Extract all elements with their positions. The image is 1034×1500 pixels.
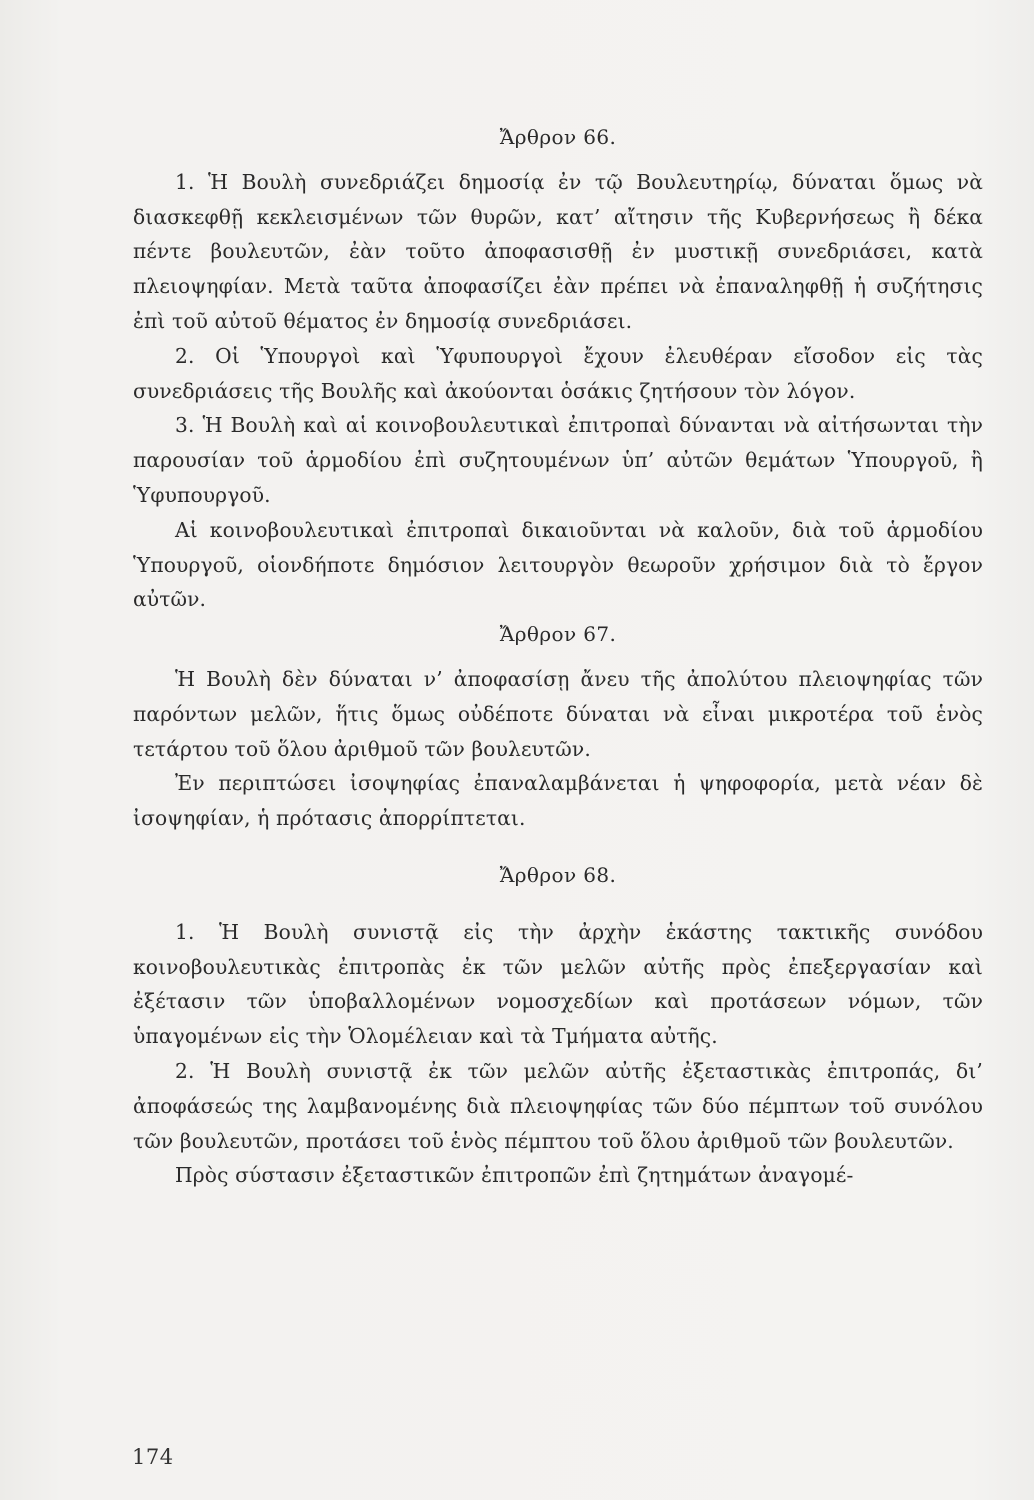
article-68-paragraph-2: 2. Ἡ Βουλὴ συνιστᾷ ἐκ τῶν μελῶν αὐτῆς ἐξεταστικὰς ἐπιτροπάς, δι’ ἀποφάσεώς της λαμβανομένης διὰ πλειοψηφίας τῶν δύο πέμπτων τοῦ συνόλου τῶν βουλευτῶν, προτάσει τοῦ ἑνὸς πέμπτου τοῦ ὅλου ἀριθμοῦ τῶν βουλευτῶν. (133, 1058, 983, 1153)
article-68-heading: Ἄρθρον 68. (499, 862, 617, 887)
article-68-paragraph-1: 1. Ἡ Βουλὴ συνιστᾷ εἰς τὴν ἀρχὴν ἑκάστης τακτικῆς συνόδου κοινοβουλευτικὰς ἐπιτροπὰς ἐκ τῶν μελῶν αὐτῆς πρὸς ἐπεξεργασίαν καὶ ἐξέτασιν τῶν ὑποβαλλομένων νομοσχεδίων καὶ προτάσεων νόμων, τῶν ὑπαγομένων εἰς τὴν Ὁλομέλειαν καὶ τὰ Τμήματα αὐτῆς. (133, 919, 983, 1049)
article-66-heading: Ἄρθρον 66. (499, 125, 617, 149)
page-body (133, 120, 983, 1193)
article-67-paragraph-2: Ἐν περιπτώσει ἰσοψηφίας ἐπαναλαμβάνεται ἡ ψηφοφορία, μετὰ νέαν δὲ ἰσοψηφίαν, ἡ πρότασις ἀπορρίπτεται. (133, 771, 983, 831)
spacer (133, 652, 983, 662)
article-66-paragraph-3: 3. Ἡ Βουλὴ καὶ αἱ κοινοβουλευτικαὶ ἐπιτροπαὶ δύνανται νὰ αἰτήσωνται τὴν παρουσίαν τοῦ ἁρμοδίου ἐπὶ συζητουμένων ὑπ’ αὐτῶν θεμάτων Ὑπουργοῦ, ἢ Ὑφυπουργοῦ. (133, 413, 983, 507)
article-67-heading: Ἄρθρον 67. (499, 622, 617, 647)
article-66-paragraph-4: Αἱ κοινοβουλευτικαὶ ἐπιτροπαὶ δικαιοῦνται νὰ καλοῦν, διὰ τοῦ ἁρμοδίου Ὑπουργοῦ, οἱονδήποτε δημόσιον λειτουργὸν θεωροῦν χρήσιμον διὰ τὸ ἔργον αὐτῶν. (133, 517, 983, 612)
page-number: 174 (132, 1445, 174, 1469)
article-66-paragraph-1: 1. Ἡ Βουλὴ συνεδριάζει δημοσίᾳ ἐν τῷ Βουλευτηρίῳ, δύναται ὅμως νὰ διασκεφθῇ κεκλεισμένων τῶν θυρῶν, κατ’ αἴτησιν τῆς Κυβερνήσεως ἢ δέκα πέντε βουλευτῶν, ἐὰν τοῦτο ἀποφασισθῇ ἐν μυστικῇ συνεδριάσει, κατὰ πλειοψηφίαν. Μετὰ ταῦτα ἀποφασίζει ἐὰν πρέπει νὰ ἐπαναληφθῇ ἡ συζήτησις ἐπὶ τοῦ αὐτοῦ θέματος ἐν δημοσίᾳ συνεδριάσει. (133, 169, 983, 333)
spacer (133, 893, 983, 915)
spacer (133, 155, 983, 165)
spacer (133, 836, 983, 858)
article-66-paragraph-2: 2. Οἱ Ὑπουργοὶ καὶ Ὑφυπουργοὶ ἔχουν ἐλευθέραν εἴσοδον εἰς τὰς συνεδριάσεις τῆς Βουλῆς καὶ ἀκούονται ὁσάκις ζητήσουν τὸν λόγον. (133, 343, 983, 403)
article-68-paragraph-3: Πρὸς σύστασιν ἐξεταστικῶν ἐπιτροπῶν ἐπὶ ζητημάτων ἀναγομέ- (175, 1163, 854, 1188)
article-67-paragraph-1: Ἡ Βουλὴ δὲν δύναται ν’ ἀποφασίσῃ ἄνευ τῆς ἀπολύτου πλειοψηφίας τῶν παρόντων μελῶν, ἥτις ὅμως οὐδέποτε δύναται νὰ εἶναι μικροτέρα τοῦ ἑνὸς τετάρτου τοῦ ὅλου ἀριθμοῦ τῶν βουλευτῶν. (133, 666, 983, 761)
